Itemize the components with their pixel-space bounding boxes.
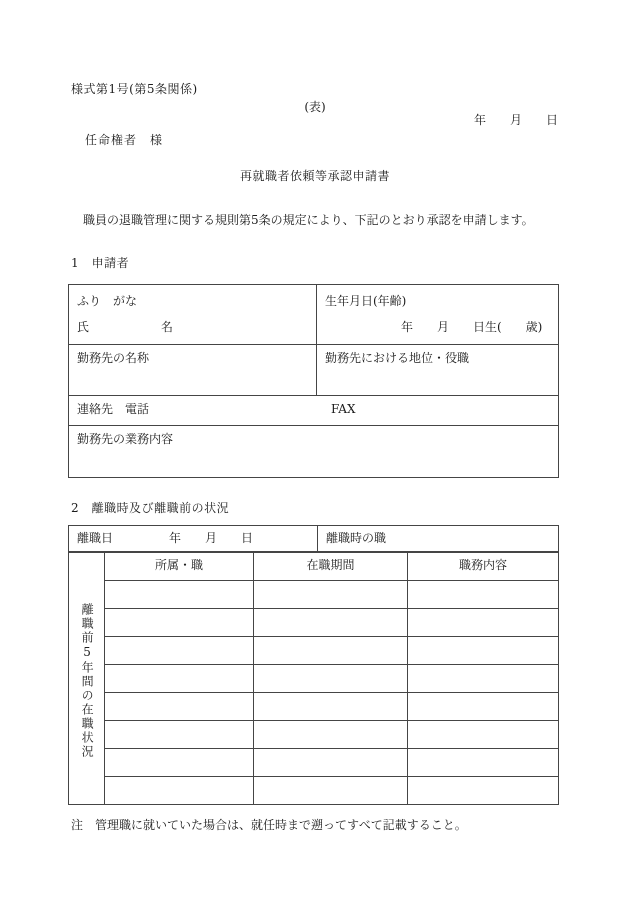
duties-cell (408, 609, 559, 637)
form-number: 様式第1号(第5条関係) (71, 82, 198, 96)
record-row (69, 609, 559, 637)
section2-heading: 2 離職時及び離職前の状況 (71, 501, 230, 515)
record-row (69, 693, 559, 721)
workplace-row (69, 345, 559, 396)
record-row (69, 581, 559, 609)
furigana-label: ふり がな (77, 294, 138, 308)
record-row (69, 749, 559, 777)
period-cell (254, 637, 408, 665)
employment-history-table (68, 552, 559, 805)
column-header-affiliation: 所属・職 (105, 553, 254, 581)
leave-date-format: 年 月 日 (169, 531, 254, 545)
duties-cell (408, 693, 559, 721)
leave-date-row (69, 526, 559, 552)
column-header-period: 在職期間 (254, 553, 408, 581)
addressee-line: 任命権者 様 (85, 133, 164, 147)
page-title: 再就職者依頼等承認申請書 (239, 169, 390, 183)
record-row (69, 637, 559, 665)
duties-cell (408, 665, 559, 693)
duties-cell (408, 637, 559, 665)
record-row (69, 665, 559, 693)
business-row (69, 426, 559, 478)
affiliation-cell (105, 609, 254, 637)
vertical-label: 離職前5年間の在職状況 (69, 553, 105, 805)
period-cell (254, 665, 408, 693)
affiliation-cell (105, 749, 254, 777)
record-row (69, 721, 559, 749)
affiliation-cell (105, 777, 254, 805)
affiliation-cell (105, 665, 254, 693)
affiliation-cell (105, 637, 254, 665)
history-header-row (69, 553, 559, 581)
date-line: 年 月 日 (473, 113, 558, 127)
leave-date-cell (69, 526, 318, 552)
period-cell (254, 693, 408, 721)
business-description-label: 勤務先の業務内容 (69, 426, 559, 478)
duties-cell (408, 777, 559, 805)
record-row (69, 777, 559, 805)
period-cell (254, 721, 408, 749)
name-cell (69, 285, 317, 345)
column-header-duties: 職務内容 (408, 553, 559, 581)
period-cell (254, 581, 408, 609)
applicant-table (68, 284, 559, 478)
contact-cell (69, 396, 559, 426)
contact-row (69, 396, 559, 426)
note-text: 注 管理職に就いていた場合は、就任時まで遡ってすべて記載すること。 (71, 818, 467, 832)
period-cell (254, 749, 408, 777)
period-cell (254, 777, 408, 805)
birth-cell (317, 285, 559, 345)
name-label: 氏 名 (77, 320, 174, 334)
affiliation-cell (105, 581, 254, 609)
section1-heading: 1 申請者 (71, 256, 130, 270)
workplace-label: 勤務先の名称 (69, 345, 317, 396)
intro-text: 職員の退職管理に関する規則第5条の規定により、下記のとおり承認を申請します。 (71, 213, 534, 227)
period-cell (254, 609, 408, 637)
job-at-leave-label: 離職時の職 (318, 526, 559, 552)
front-label: (表) (304, 100, 326, 114)
birth-date-format: 年 月 日生( 歳) (401, 320, 543, 334)
affiliation-cell (105, 693, 254, 721)
name-row (69, 285, 559, 345)
position-label: 勤務先における地位・役職 (317, 345, 559, 396)
contact-phone-label: 連絡先 電話 (77, 402, 150, 416)
duties-cell (408, 721, 559, 749)
affiliation-cell (105, 721, 254, 749)
duties-cell (408, 581, 559, 609)
fax-label: FAX (331, 402, 356, 416)
leave-date-table (68, 525, 559, 552)
birth-label: 生年月日(年齢) (325, 294, 407, 308)
leave-date-label: 離職日 (77, 531, 114, 545)
duties-cell (408, 749, 559, 777)
